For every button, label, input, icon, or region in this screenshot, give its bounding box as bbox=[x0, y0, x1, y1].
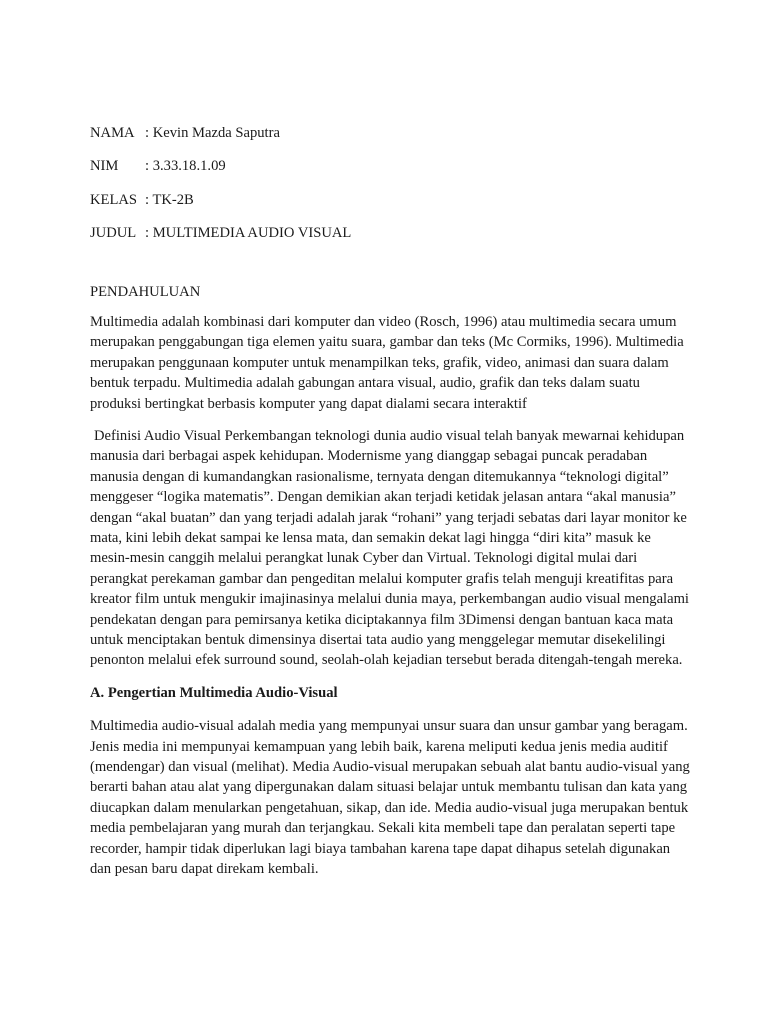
section-a-paragraph: Multimedia audio-visual adalah media yang mempunyai unsur suara dan unsur gambar yang beragam. Jenis media ini mempunyai kemampuan yang lebih baik, karena meliputi kedua jenis media auditif (mendengar) dan visual (melihat). Media Audio-visual merupakan sebuah alat bantu audio-visual yang berarti bahan atau alat yang dipergunakan dalam situasi belajar untuk membantu tulisan dan kata yang diucapkan dalam menularkan pengetahuan, sikap, dan ide. Media audio-visual juga merupakan bentuk media pembelajaran yang murah dan terjangkau. Sekali kita membeli tape dan peralatan seperti tape recorder, hampir tidak diperlukan lagi biaya tambahan karena tape dapat dihapus setelah digunakan dan pesan baru dapat direkam kembali. bbox=[90, 718, 690, 878]
identity-value: : TK-2B bbox=[145, 191, 194, 208]
intro-heading: PENDAHULUAN bbox=[90, 283, 201, 300]
identity-value: : Kevin Mazda Saputra bbox=[145, 125, 280, 141]
document-body bbox=[90, 122, 690, 891]
definition-paragraph: Definisi Audio Visual Perkembangan teknologi dunia audio visual telah banyak mewarnai kehidupan manusia dari berbagai aspek kehidupan. Modernisme yang dianggap sebagai puncak peradaban manusia dengan di kumandangkan rasionalisme, ternyata dengan ditemukannya “teknologi digital” menggeser “logika matematis”. Dengan demikian akan terjadi ketidak jelasan antara “akal manusia” dengan “akal buatan” dan yang terjadi adalah jarak “rohani” yang terjadi sebatas dari layar monitor ke mata, kini lebih dekat sampai ke lensa mata, dan semakin dekat lagi hingga “diri kita” masuk ke mesin-mesin canggih melalui perangkat lunak Cyber dan Virtual. Teknologi digital mulai dari perangkat perekaman gambar dan pengeditan melalui komputer grafis telah menguji kreatifitas para kreator film untuk mengukir imajinasinya melalui dunia maya, perkembangan audio visual mengalami pendekatan dengan para pemirsanya ketika diciptakannya film 3Dimensi dengan bantuan kaca mata untuk menciptakan bentuk dimensinya disertai tata audio yang menggelegar memutar disekelilingi penonton melalui efek surround sound, seolah-olah kejadian tersebut berada ditengah-tengah mereka. bbox=[90, 427, 689, 669]
identity-value: : 3.33.18.1.09 bbox=[145, 158, 226, 175]
section-a-heading: A. Pengertian Multimedia Audio-Visual bbox=[90, 684, 338, 701]
identity-label: KELAS bbox=[90, 191, 138, 208]
identity-row-nim bbox=[90, 155, 690, 177]
identity-row-name bbox=[90, 122, 690, 144]
identity-label: NIM bbox=[90, 158, 119, 175]
intro-paragraph: Multimedia adalah kombinasi dari komputer dan video (Rosch, 1996) atau multimedia secara umum merupakan penggabungan tiga elemen yaitu suara, gambar dan teks (Mc Cormiks, 1996). Multimedia merupakan penggunaan komputer untuk menampilkan teks, grafik, video, animasi dan suara dalam bentuk terpadu. Multimedia adalah gabungan antara visual, audio, grafik dan teks dalam suatu produksi bertingkat berbasis komputer yang dapat dialami secara interaktif bbox=[90, 313, 684, 412]
identity-row-kelas bbox=[90, 189, 690, 211]
identity-label: JUDUL bbox=[90, 224, 137, 241]
identity-label: NAMA bbox=[90, 125, 135, 141]
identity-value: : MULTIMEDIA AUDIO VISUAL bbox=[145, 224, 352, 241]
identity-row-judul bbox=[90, 222, 690, 244]
